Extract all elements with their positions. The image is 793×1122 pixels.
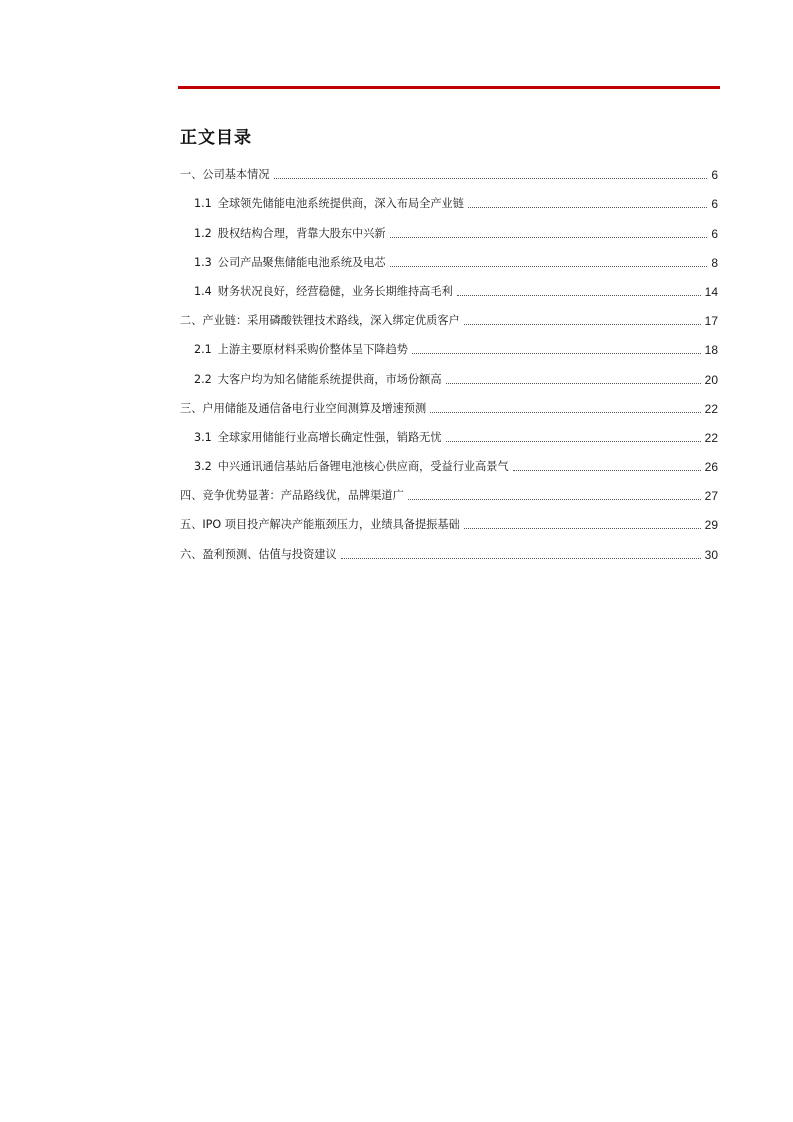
toc-entry[interactable]	[180, 476, 718, 505]
toc-entry[interactable]	[180, 505, 718, 534]
toc-leader	[412, 353, 701, 354]
toc-entry-number: 3.2	[194, 460, 212, 474]
toc-entry-text: 五、IPO 项目投产解决产能瓶颈压力，业绩具备提振基础	[180, 518, 460, 532]
toc-entry-page: 27	[704, 489, 718, 504]
toc-entry-page: 14	[704, 284, 718, 299]
toc-entry-page: 22	[704, 430, 718, 445]
toc-leader	[446, 441, 701, 442]
toc-leader	[446, 383, 701, 384]
toc-leader	[464, 528, 701, 529]
toc-leader	[408, 499, 701, 500]
toc-entry[interactable]	[180, 359, 718, 388]
toc-entry-page: 26	[704, 460, 718, 475]
toc-leader	[457, 295, 701, 296]
toc-entry-page: 30	[704, 547, 718, 562]
toc-entry-page: 6	[711, 197, 718, 212]
toc-leader	[464, 324, 701, 325]
toc-entry-number: 1.3	[194, 255, 212, 269]
toc-entry[interactable]	[180, 243, 718, 272]
toc-entry-number: 3.1	[194, 430, 212, 444]
toc-list	[180, 155, 718, 564]
toc-entry-number: 2.1	[194, 343, 212, 357]
toc-entry-page: 6	[711, 168, 718, 183]
toc-entry-text: 一、公司基本情况	[180, 168, 270, 182]
toc-entry[interactable]	[180, 301, 718, 330]
toc-entry[interactable]	[180, 184, 718, 213]
toc-leader	[274, 178, 708, 179]
toc-leader	[341, 558, 701, 559]
toc-entry-page: 18	[704, 343, 718, 358]
toc-entry-number: 2.2	[194, 372, 212, 386]
toc-entry-page: 29	[704, 518, 718, 533]
toc-leader	[430, 412, 701, 413]
toc-entry-page: 22	[704, 401, 718, 416]
toc-entry-text: 股权结构合理，背靠大股东中兴新	[217, 226, 386, 240]
toc-entry-number: 1.2	[194, 226, 212, 240]
toc-entry-page: 20	[704, 372, 718, 387]
toc-entry-page: 6	[711, 226, 718, 241]
toc-entry[interactable]	[180, 389, 718, 418]
toc-entry[interactable]	[180, 418, 718, 447]
toc-entry-text: 四、竞争优势显著：产品路线优，品牌渠道广	[180, 489, 404, 503]
toc-entry[interactable]	[180, 330, 718, 359]
toc-entry-text: 公司产品聚焦储能电池系统及电芯	[217, 255, 386, 269]
toc-entry-text: 三、户用储能及通信备电行业空间测算及增速预测	[180, 401, 427, 415]
toc-leader	[513, 470, 701, 471]
toc-entry[interactable]	[180, 213, 718, 242]
toc-leader	[468, 207, 707, 208]
header-rule	[178, 86, 720, 89]
toc-entry-page: 17	[704, 314, 718, 329]
toc-entry-text: 大客户均为知名储能系统提供商，市场份额高	[217, 372, 442, 386]
toc-title: 正文目录	[180, 128, 252, 148]
toc-entry-number: 1.4	[194, 284, 212, 298]
toc-entry-text: 全球家用储能行业高增长确定性强，销路无忧	[217, 430, 442, 444]
toc-entry[interactable]	[180, 272, 718, 301]
toc-entry-text: 二、产业链：采用磷酸铁锂技术路线，深入绑定优质客户	[180, 314, 460, 328]
toc-entry-text: 全球领先储能电池系统提供商，深入布局全产业链	[217, 197, 464, 211]
toc-entry-text: 财务状况良好，经营稳健，业务长期维持高毛利	[217, 284, 453, 298]
toc-entry-text: 六、盈利预测、估值与投资建议	[180, 547, 337, 561]
toc-leader	[390, 237, 708, 238]
toc-entry-page: 8	[711, 255, 718, 270]
toc-entry[interactable]	[180, 155, 718, 184]
toc-leader	[390, 266, 708, 267]
toc-entry[interactable]	[180, 534, 718, 563]
toc-entry-number: 1.1	[194, 197, 212, 211]
toc-entry-text: 中兴通讯通信基站后备锂电池核心供应商，受益行业高景气	[217, 460, 509, 474]
toc-entry-text: 上游主要原材料采购价整体呈下降趋势	[217, 343, 408, 357]
toc-entry[interactable]	[180, 447, 718, 476]
